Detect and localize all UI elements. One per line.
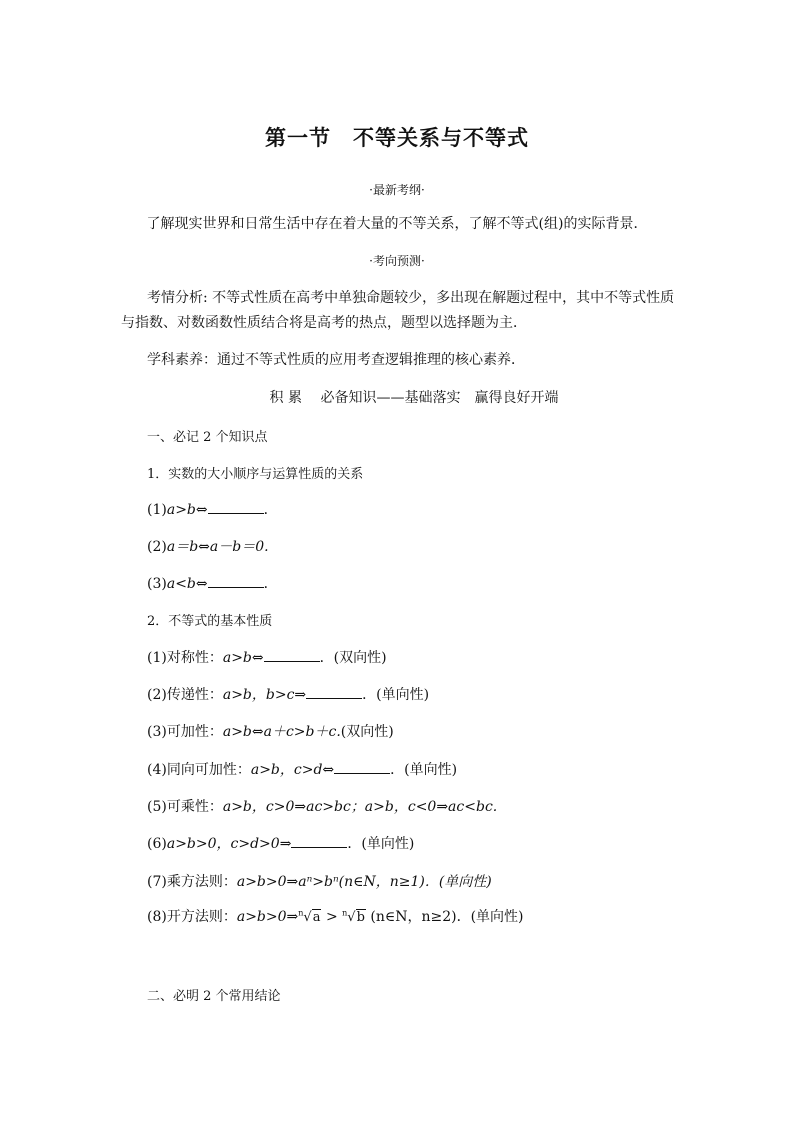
item1-heading: 1．实数的大小顺序与运算性质的关系 <box>147 467 364 482</box>
item1-line3: (3)a<b⇔ ． <box>147 576 278 592</box>
section-banner: 积 累 必备知识——基础落实 赢得良好开端 <box>269 390 559 406</box>
property-tail: ．(双向性) <box>319 650 387 666</box>
property-expr: a>b⇔a＋c>b＋c. <box>222 724 341 740</box>
property-2 <box>147 684 429 704</box>
property-expr: a>b>0，c>d>0⇒ <box>166 836 292 852</box>
answer-blank <box>306 686 362 699</box>
item1-line2-prefix: (2) <box>147 539 167 555</box>
answer-blank <box>208 575 264 588</box>
property-label: (5)可乘性： <box>147 799 223 815</box>
property-1 <box>147 647 387 667</box>
property-8 <box>147 906 524 926</box>
property-label: (3)可加性： <box>147 724 223 740</box>
property-label: (4)同向可加性： <box>147 762 251 778</box>
property-6 <box>147 833 414 853</box>
property-tail: ．(单向性) <box>347 836 415 852</box>
answer-blank <box>334 761 390 774</box>
property-expr: a>b>0⇒aⁿ>bⁿ(n∈N，n≥1)．(单向性) <box>236 874 492 890</box>
section2-heading: 二、必明 2 个常用结论 <box>147 989 281 1004</box>
property-expr: a>b，c>0⇒ac>bc；a>b，c<0⇒ac<bc. <box>222 799 498 815</box>
property-label: (8)开方法则： <box>147 909 237 925</box>
answer-blank <box>264 649 320 662</box>
literacy-text: 学科素养：通过不等式性质的应用考查逻辑推理的核心素养． <box>147 352 525 368</box>
item1-line2 <box>147 536 269 556</box>
property-expr: a>b，b>c⇒ <box>222 687 307 703</box>
item1-line1-prefix: (1) <box>147 502 167 518</box>
item1-line1: (1)a>b⇔ ． <box>147 502 278 518</box>
property-tail: (双向性) <box>340 724 394 740</box>
property-tail: ．(单向性) <box>362 687 430 703</box>
property-expr: a>b⇔ <box>222 650 264 666</box>
property-4 <box>147 759 457 779</box>
property-label: (6) <box>147 836 167 852</box>
item1-line3-prefix: (3) <box>147 576 167 592</box>
property-label: (7)乘方法则： <box>147 874 237 890</box>
property-label: (2)传递性： <box>147 687 223 703</box>
property-7 <box>147 871 492 891</box>
item2-heading: 2．不等式的基本性质 <box>147 614 273 629</box>
property-tail: ．(单向性) <box>390 762 458 778</box>
outline-text: 了解现实世界和日常生活中存在着大量的不等关系，了解不等式(组)的实际背景． <box>146 216 648 232</box>
answer-blank <box>208 501 264 514</box>
forecast-analysis: 考情分析: 不等式性质在高考中单独命题较少，多出现在解题过程中，其中不等式性质与指数、对数函数性质结合将是高考的热点，题型以选择题为主． <box>121 290 675 331</box>
nth-root-b: $^n$√b <box>342 908 365 925</box>
section1-heading: 一、必记 2 个知识点 <box>147 430 268 445</box>
item1-line2-expr: a＝b⇔a－b＝0. <box>166 539 269 555</box>
property-5 <box>147 796 497 816</box>
nth-root-a: $^n$√a <box>298 908 321 925</box>
property-3 <box>147 721 394 741</box>
item1-line3-expr: a<b⇔ <box>166 576 208 592</box>
property-tail: (n∈N，n≥2)．(单向性) <box>365 909 524 925</box>
property-expr: a>b>0⇒ <box>236 909 299 925</box>
outline-label: ·最新考纲· <box>369 183 425 197</box>
property-label: (1)对称性： <box>147 650 223 666</box>
greater-than: > <box>325 909 338 925</box>
item1-line1-expr: a>b⇔ <box>166 502 208 518</box>
forecast-label: ·考向预测· <box>369 254 425 268</box>
answer-blank <box>291 835 347 848</box>
page-title: 第一节 不等关系与不等式 <box>265 125 529 150</box>
property-expr: a>b，c>d⇔ <box>250 762 335 778</box>
